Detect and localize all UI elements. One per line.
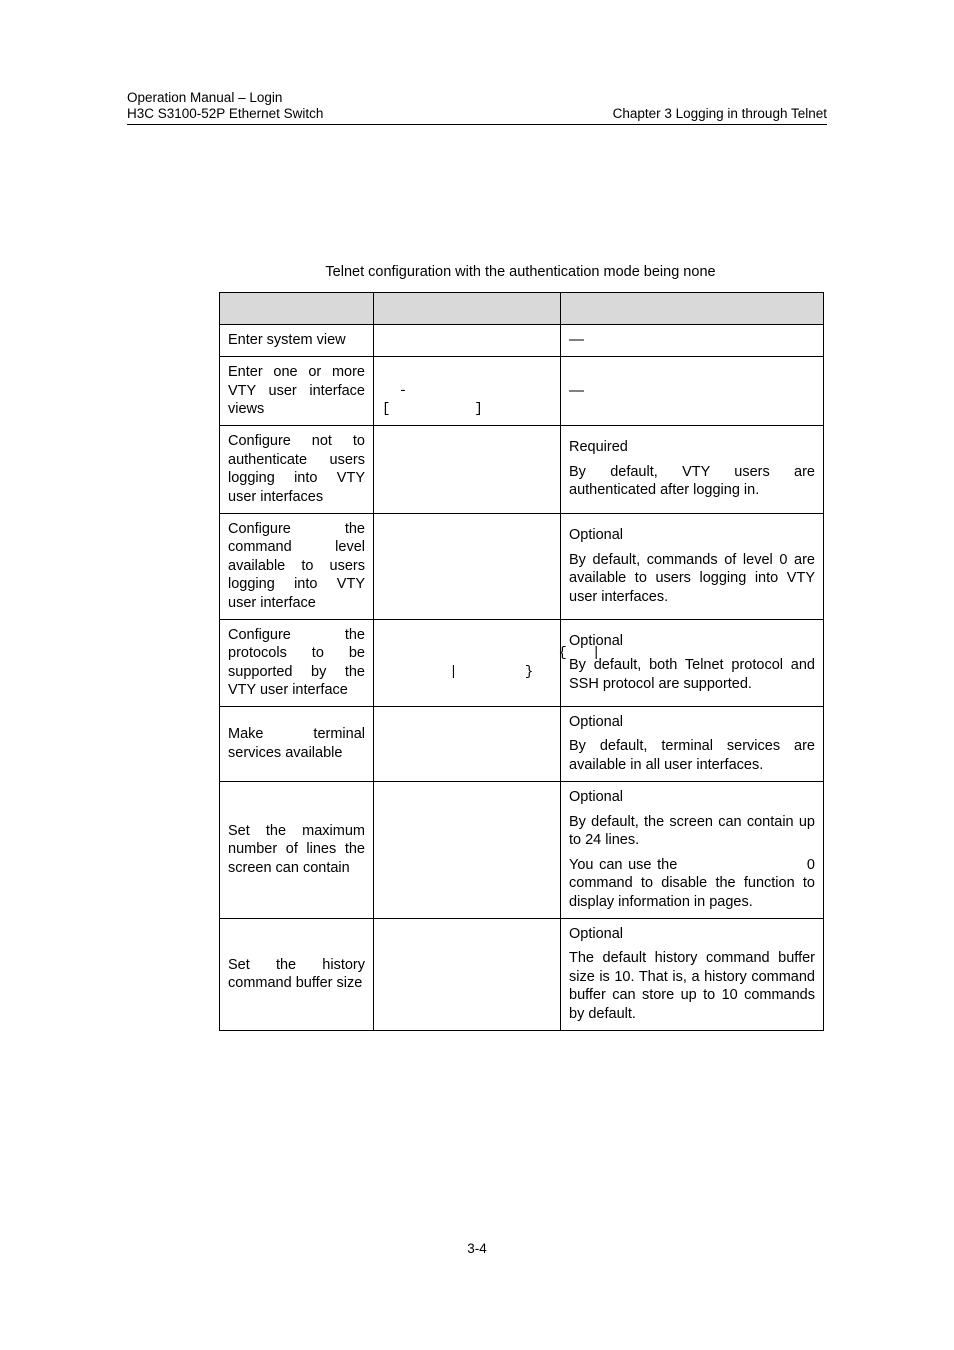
remarks-cell bbox=[561, 619, 824, 706]
page-number: 3-4 bbox=[467, 1241, 487, 1256]
command-cell bbox=[374, 781, 561, 918]
operation-cell: Enter system view bbox=[220, 325, 374, 357]
remark-text: Optional bbox=[569, 632, 624, 649]
header-cell-remarks bbox=[561, 293, 824, 325]
remark-text: By default, VTY users are authenticated after logging in. bbox=[569, 463, 815, 499]
header-cell-operation bbox=[220, 293, 374, 325]
table-caption: Telnet configuration with the authentication mode being none bbox=[325, 264, 716, 280]
remark-text: Optional bbox=[569, 789, 624, 805]
header-row bbox=[127, 106, 827, 122]
header-cell-command bbox=[374, 293, 561, 325]
command-cell bbox=[374, 513, 561, 619]
command-cell: - [ ] bbox=[374, 357, 561, 426]
remark-text: You can use the 0 command to disable the function to display information in pages. bbox=[569, 856, 820, 910]
remarks-cell bbox=[561, 781, 824, 918]
table-row bbox=[220, 325, 824, 357]
command-cell bbox=[374, 918, 561, 1030]
operation-cell: Enter one or more VTY user interface views bbox=[220, 357, 374, 426]
product-name: H3C S3100-52P Ethernet Switch bbox=[127, 106, 324, 121]
remark-text: Optional bbox=[569, 925, 624, 942]
operation-cell: Set the history command buffer size bbox=[220, 918, 374, 1030]
remarks-cell bbox=[561, 513, 824, 619]
remark-text: Optional bbox=[569, 527, 624, 543]
table-row bbox=[220, 619, 824, 706]
operation-cell: Configure the command level available to users logging into VTY user interface bbox=[220, 513, 374, 619]
remark-text: Optional bbox=[569, 713, 624, 730]
command-cell bbox=[374, 425, 561, 513]
remark-text: By default, the screen can contain up to 24 lines. bbox=[569, 813, 815, 848]
table-row bbox=[220, 781, 824, 918]
remark-text: — bbox=[569, 381, 584, 399]
remarks-cell bbox=[561, 357, 824, 426]
remark-text: Required bbox=[569, 439, 628, 456]
remark-text: By default, terminal services are available in all user interfaces. bbox=[569, 738, 815, 773]
operation-cell: Configure the protocols to be supported by the VTY user interface bbox=[220, 619, 374, 706]
table-header-row bbox=[220, 293, 824, 325]
manual-title: Operation Manual – Login bbox=[127, 90, 283, 105]
operation-cell: Make terminal services available bbox=[220, 706, 374, 781]
header-rule bbox=[127, 124, 827, 125]
operation-cell: Configure not to authenticate users logging into VTY user interfaces bbox=[220, 425, 374, 513]
table-row bbox=[220, 357, 824, 426]
remarks-cell bbox=[561, 325, 824, 357]
command-cell bbox=[374, 706, 561, 781]
operation-cell: Set the maximum number of lines the screen can contain bbox=[220, 781, 374, 918]
chapter-title: Chapter 3 Logging in through Telnet bbox=[612, 106, 827, 121]
table-row bbox=[220, 513, 824, 619]
table-row bbox=[220, 918, 824, 1030]
remarks-cell bbox=[561, 918, 824, 1030]
remarks-cell bbox=[561, 706, 824, 781]
remark-text: — bbox=[569, 331, 584, 349]
table-row bbox=[220, 706, 824, 781]
command-cell bbox=[374, 325, 561, 357]
table-row bbox=[220, 425, 824, 513]
remark-text: The default history command buffer size is 10. That is, a history command buffer can store up to 10 commands by default. bbox=[569, 950, 815, 1022]
page-header bbox=[127, 90, 827, 122]
telnet-config-table bbox=[219, 292, 824, 1031]
remark-text: By default, commands of level 0 are available to users logging into VTY user interfaces. bbox=[569, 551, 815, 605]
remark-text: By default, both Telnet protocol and SSH protocol are supported. bbox=[569, 657, 815, 692]
remarks-cell bbox=[561, 425, 824, 513]
command-cell: { | | } bbox=[374, 619, 561, 706]
